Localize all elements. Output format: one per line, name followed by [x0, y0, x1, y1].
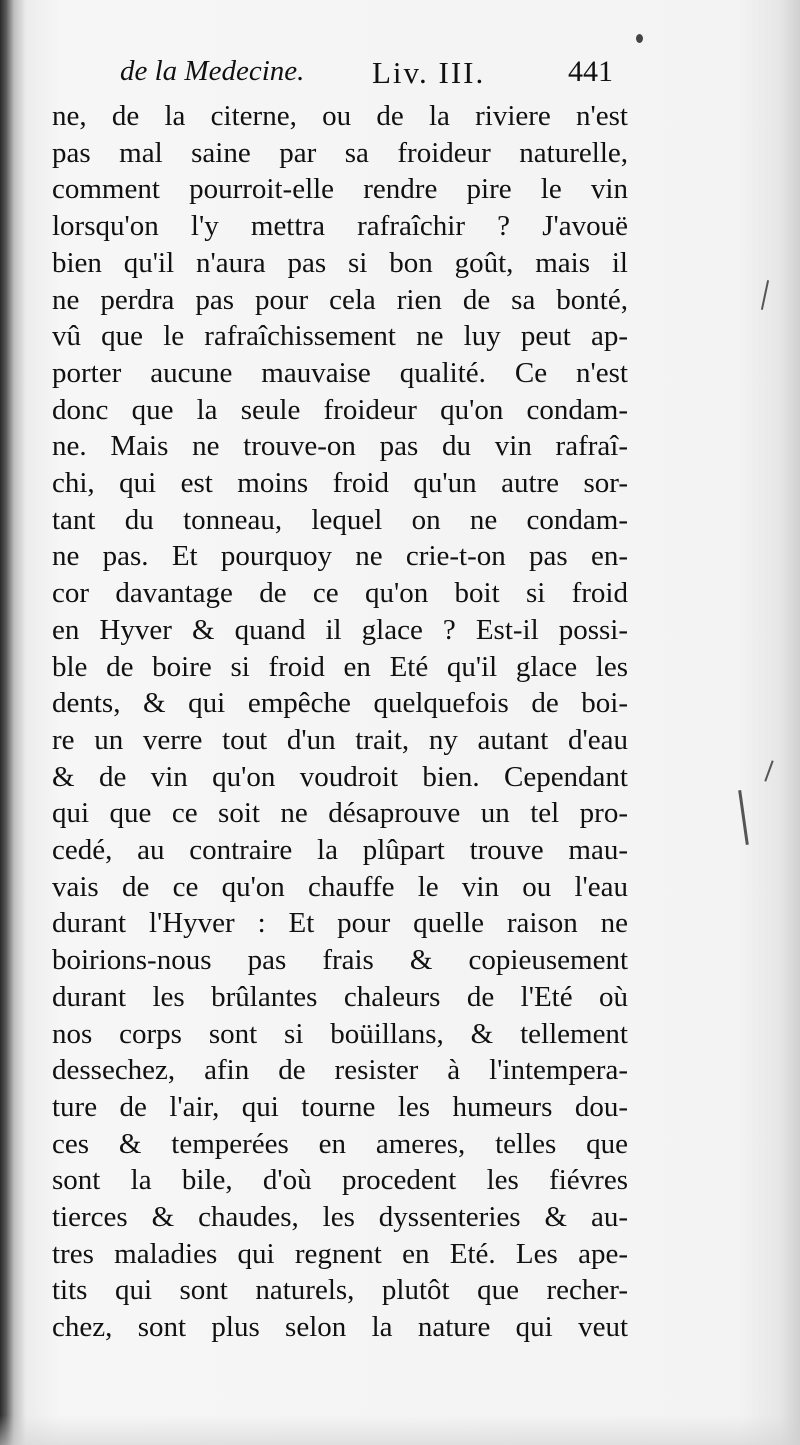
text-line: boirions-nous pas frais & copieusement	[52, 944, 628, 977]
header-title: de la Medecine.	[120, 55, 305, 87]
body-text	[52, 98, 628, 1344]
text-line: durant les brûlantes chaleurs de l'Eté où	[52, 980, 628, 1013]
text-line: durant l'Hyver : Et pour quelle raison ne	[52, 907, 628, 940]
text-line: lorsqu'on l'y mettra rafraîchir ? J'avouë	[52, 210, 628, 243]
text-line: ces & temperées en ameres, telles que	[52, 1127, 628, 1160]
page-number: 441	[568, 55, 613, 88]
text-line: sont la bile, d'où procedent les fiévres	[52, 1164, 628, 1197]
ink-speck	[761, 280, 769, 310]
text-line: tits qui sont naturels, plutôt que recher-	[52, 1274, 628, 1307]
text-line: vais de ce qu'on chauffe le vin ou l'eau	[52, 870, 628, 903]
text-line: re un verre tout d'un trait, ny autant d'eau	[52, 723, 628, 756]
text-line: ne perdra pas pour cela rien de sa bonté,	[52, 283, 628, 316]
text-line: & de vin qu'on voudroit bien. Cependant	[52, 760, 628, 793]
text-line: ble de boire si froid en Eté qu'il glace les	[52, 650, 628, 683]
text-line: donc que la seule froideur qu'on condam-	[52, 393, 628, 426]
text-line: comment pourroit-elle rendre pire le vin	[52, 173, 628, 206]
text-line: pas mal saine par sa froideur naturelle,	[52, 136, 628, 169]
text-line: nos corps sont si boüillans, & tellement	[52, 1017, 628, 1050]
ink-speck	[764, 760, 773, 781]
text-line: ne. Mais ne trouve-on pas du vin rafraî-	[52, 430, 628, 463]
ink-speck	[738, 790, 749, 845]
text-line: tierces & chaudes, les dyssenteries & au-	[52, 1201, 628, 1233]
text-line: bien qu'il n'aura pas si bon goût, mais il	[52, 246, 628, 279]
header-book-number: Liv. III.	[372, 55, 486, 90]
text-line: ne pas. Et pourquoy ne crie-t-on pas en-	[52, 540, 628, 573]
text-line: dessechez, afin de resister à l'intempera-	[52, 1054, 628, 1087]
text-line: porter aucune mauvaise qualité. Ce n'est	[52, 356, 628, 389]
text-line: ne, de la citerne, ou de la riviere n'est	[52, 100, 628, 132]
ink-spot	[636, 34, 643, 43]
text-line: chi, qui est moins froid qu'un autre sor-	[52, 467, 628, 499]
text-line: vû que le rafraîchissement ne luy peut ap-	[52, 320, 628, 353]
text-line: ture de l'air, qui tourne les humeurs dou-	[52, 1090, 628, 1123]
running-header	[120, 55, 640, 95]
text-line: tant du tonneau, lequel on ne condam-	[52, 503, 628, 536]
text-line: tres maladies qui regnent en Eté. Les ape-	[52, 1237, 628, 1270]
page-edge-shadow	[0, 1415, 800, 1445]
text-line: chez, sont plus selon la nature qui veut	[52, 1311, 628, 1344]
text-line: cedé, au contraire la plûpart trouve mau-	[52, 834, 628, 866]
text-line: cor davantage de ce qu'on boit si froid	[52, 577, 628, 610]
text-line: qui que ce soit ne désaprouve un tel pro-	[52, 797, 628, 830]
text-line: en Hyver & quand il glace ? Est-il possi-	[52, 613, 628, 646]
text-line: dents, & qui empêche quelquefois de boi-	[52, 687, 628, 720]
